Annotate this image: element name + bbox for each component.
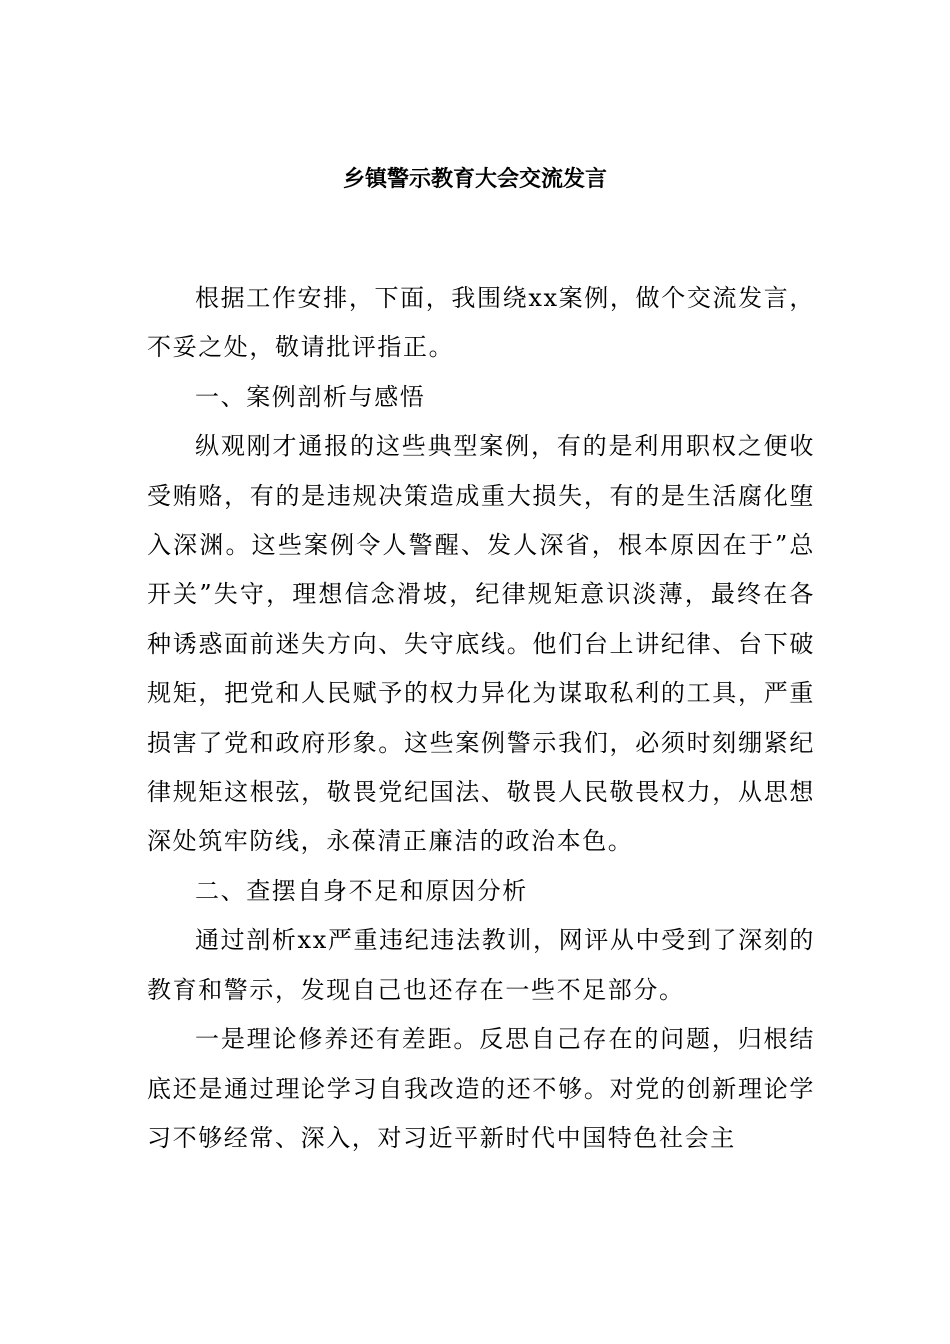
document-body xyxy=(147,274,815,1163)
paragraph-theory-gap: 一是理论修养还有差距。反思自己存在的问题，归根结底还是通过理论学习自我改造的还不够。对党的创新理论学习不够经常、深入，对习近平新时代中国特色社会主 xyxy=(147,1025,815,1152)
document-title: 乡镇警示教育大会交流发言 xyxy=(342,167,607,192)
section-heading-1: 一、案例剖析与感悟 xyxy=(195,382,426,411)
paragraph-self-review: 通过剖析xx严重违纪违法教训，网评从中受到了深刻的教育和警示，发现自己也还存在一些不足部分。 xyxy=(147,926,815,1004)
paragraph-intro: 根据工作安排，下面，我围绕xx案例，做个交流发言，不妥之处，敬请批评指正。 xyxy=(147,284,815,362)
section-heading-2: 二、查摆自身不足和原因分析 xyxy=(195,876,528,905)
paragraph-case-analysis: 纵观刚才通报的这些典型案例，有的是利用职权之便收受贿赂，有的是违规决策造成重大损失，有的是生活腐化堕入深渊。这些案例令人警醒、发人深省，根本原因在于”总开关”失守，理想信念滑坡，纪律规矩意识淡薄，最终在各种诱惑面前迷失方向、失守底线。他们台上讲纪律、台下破规矩，把党和人民赋予的权力异化为谋取私利的工具，严重损害了党和政府形象。这些案例警示我们，必须时刻绷紧纪律规矩这根弦，敬畏党纪国法、敬畏人民敬畏权力，从思想深处筑牢防线，永葆清正廉洁的政治本色。 xyxy=(147,432,815,856)
